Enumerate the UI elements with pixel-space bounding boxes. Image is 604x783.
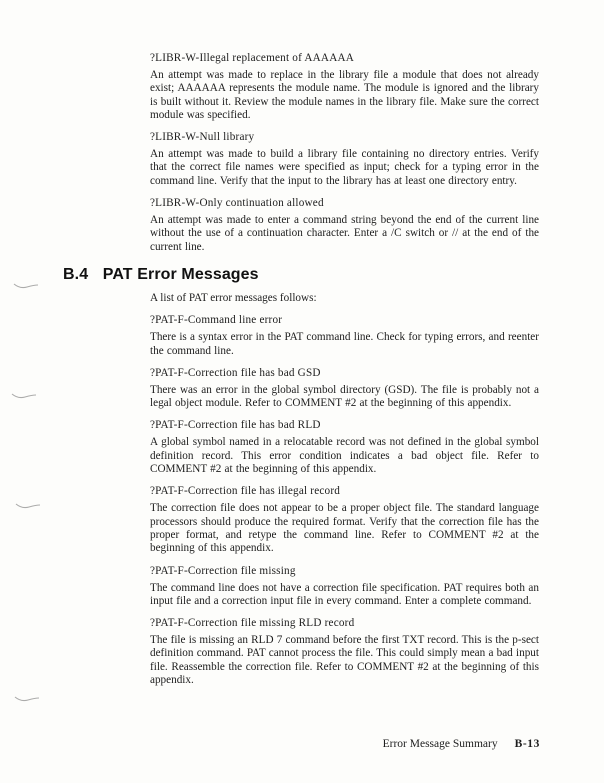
- error-message-block: [150, 314, 539, 358]
- margin-squiggle-mark: [14, 694, 40, 704]
- error-code: ?PAT-F-Correction file has bad GSD: [150, 366, 321, 379]
- section-title: PAT Error Messages: [102, 265, 259, 283]
- footer-page-number: B-13: [514, 738, 540, 750]
- error-message-block: [150, 485, 539, 555]
- error-message-block: [150, 52, 539, 122]
- section-intro: A list of PAT error messages follows:: [150, 291, 317, 304]
- error-description: An attempt was made to enter a command string beyond the end of the current line without the use of a continuation character. Enter a /C switch or // at the end of the current line.: [150, 214, 539, 253]
- section-heading: [63, 266, 539, 284]
- error-description: An attempt was made to replace in the library file a module that does not already exist; AAAAAA represents the module name. The module is ignored and the library is built without it. Review the module names in the library file. Make sure the correct module was specified.: [150, 69, 539, 121]
- section-number: B.4: [63, 265, 89, 283]
- error-code: ?PAT-F-Correction file missing: [150, 564, 296, 577]
- error-description: A global symbol named in a relocatable record was not defined in the global symbol definition record. This error condition indicates a bad object file. Refer to COMMENT #2 at the beginning of this appendix.: [150, 436, 539, 476]
- footer-running-title: Error Message Summary: [382, 738, 498, 750]
- margin-squiggle-mark: [11, 391, 37, 401]
- error-message-block: [150, 367, 539, 411]
- error-message-block: [150, 617, 539, 687]
- error-message-block: [150, 565, 539, 609]
- error-code: ?PAT-F-Command line error: [150, 314, 283, 327]
- error-description: There was an error in the global symbol directory (GSD). The file is probably not a legal object module. Refer to COMMENT #2 at the beginning of this appendix.: [150, 383, 539, 410]
- error-message-block: [150, 197, 539, 254]
- error-code: ?PAT-F-Correction file has illegal record: [150, 485, 341, 498]
- error-description: An attempt was made to build a library file containing no directory entries. Verify that the correct file names were specified as input; check for a typing error in the command line. Verify that the input to the library has at least one directory entry.: [150, 148, 539, 187]
- error-description: The correction file does not appear to be a proper object file. The standard language processors should produce the required format. Verify that the correction file has the proper format, and retype the command line. Refer to COMMENT #2 at the beginning of this appendix.: [150, 502, 539, 555]
- error-message-block: [150, 419, 539, 476]
- error-description: The command line does not have a correction file specification. PAT requires both an input file and a correction input file in every command. Enter a complete command.: [150, 581, 539, 607]
- error-code: ?PAT-F-Correction file missing RLD record: [150, 617, 355, 630]
- error-code: ?PAT-F-Correction file has bad RLD: [150, 419, 321, 432]
- error-description: The file is missing an RLD 7 command before the first TXT record. This is the p-sect definition command. PAT cannot process the file. This could simply mean a bad input file. Reassemble the correction file. Refer to COMMENT #2 at the beginning of this appendix.: [150, 634, 539, 687]
- error-description: There is a syntax error in the PAT command line. Check for typing errors, and reenter the command line.: [150, 331, 539, 357]
- page-body: [63, 52, 539, 687]
- error-code: ?LIBR-W-Null library: [150, 131, 255, 144]
- error-code: ?LIBR-W-Only continuation allowed: [150, 197, 324, 210]
- page-footer: [383, 738, 540, 750]
- margin-squiggle-mark: [13, 281, 39, 291]
- error-message-block: [150, 131, 539, 188]
- error-code: ?LIBR-W-Illegal replacement of AAAAAA: [150, 52, 355, 64]
- margin-squiggle-mark: [15, 501, 41, 511]
